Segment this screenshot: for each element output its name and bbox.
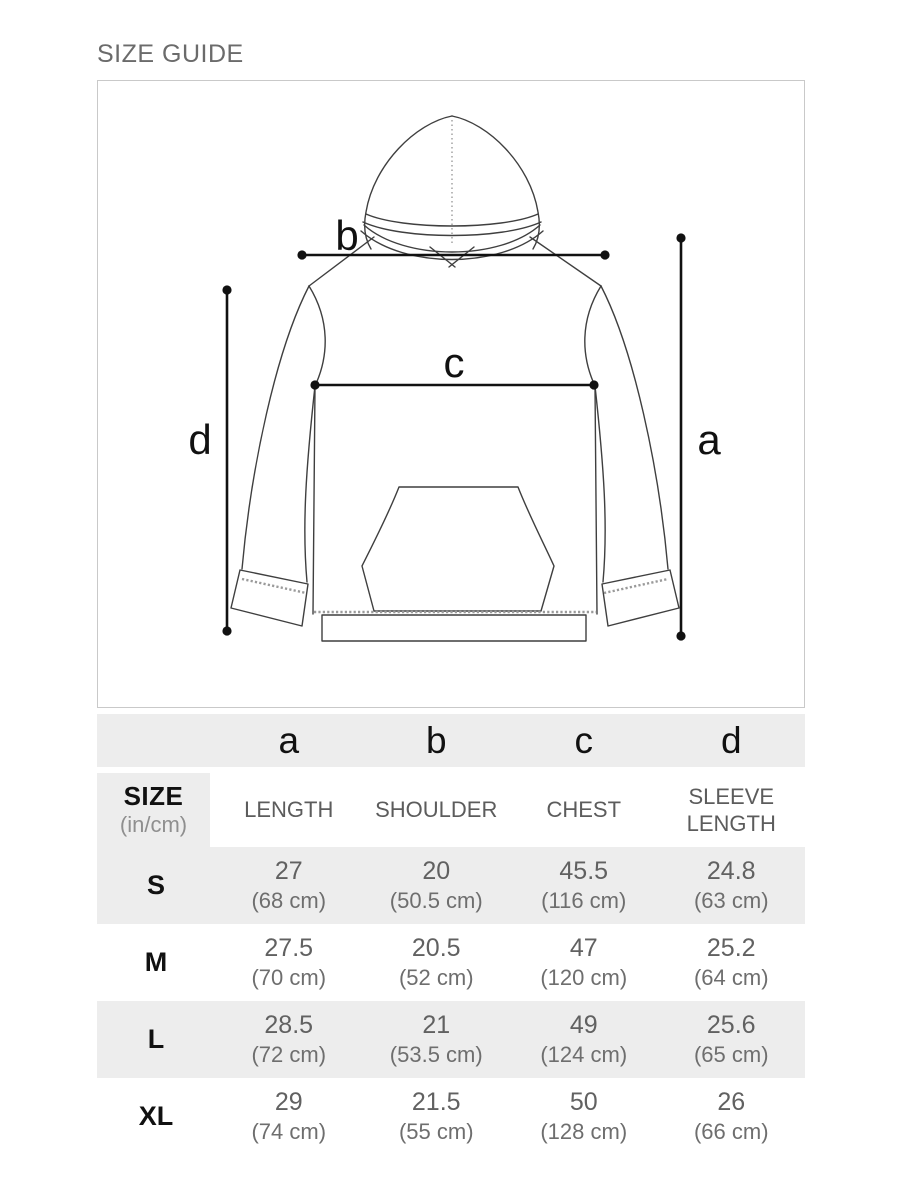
value-inches: 21.5 xyxy=(411,1088,461,1117)
value-cm: (63 cm) xyxy=(693,888,769,914)
value-cm: (64 cm) xyxy=(693,965,769,991)
value-s-chest xyxy=(510,847,658,924)
value-cm: (50.5 cm) xyxy=(389,888,483,914)
value-inches: 20.5 xyxy=(411,934,461,963)
sleeve-left xyxy=(231,286,315,626)
table-row-l xyxy=(97,1001,805,1078)
measurement-label-b: b xyxy=(335,212,359,259)
measurement-line-a xyxy=(676,233,721,640)
measurement-line-d xyxy=(188,285,231,635)
value-cm: (128 cm) xyxy=(540,1119,628,1145)
value-inches: 29 xyxy=(274,1088,303,1117)
value-xl-chest xyxy=(510,1078,658,1155)
value-xl-length xyxy=(215,1078,363,1155)
value-inches: 25.2 xyxy=(706,934,756,963)
value-inches: 49 xyxy=(569,1011,598,1040)
measurement-label-a: a xyxy=(697,416,721,463)
table-row-xl xyxy=(97,1078,805,1155)
size-header-unit: (in/cm) xyxy=(119,812,188,838)
sleeve-right xyxy=(595,286,679,626)
hem xyxy=(314,612,596,641)
value-inches: 47 xyxy=(569,934,598,963)
size-header-cell xyxy=(97,773,215,847)
value-inches: 24.8 xyxy=(706,857,756,886)
column-header-length: LENGTH xyxy=(244,797,334,823)
measurement-label-c: c xyxy=(443,339,465,386)
value-cm: (65 cm) xyxy=(693,1042,769,1068)
measurement-line-c xyxy=(310,339,598,390)
value-m-length xyxy=(215,924,363,1001)
table-row-m xyxy=(97,924,805,1001)
letters-header-row xyxy=(97,714,805,767)
value-cm: (124 cm) xyxy=(540,1042,628,1068)
value-cm: (72 cm) xyxy=(251,1042,327,1068)
value-inches: 50 xyxy=(569,1088,598,1117)
size-guide-page xyxy=(97,0,805,1155)
value-m-shoulder xyxy=(363,924,511,1001)
value-inches: 25.6 xyxy=(706,1011,756,1040)
size-label: XL xyxy=(138,1101,174,1131)
page-title: SIZE GUIDE xyxy=(97,40,244,68)
value-l-chest xyxy=(510,1001,658,1078)
value-inches: 20 xyxy=(422,857,451,886)
value-cm: (116 cm) xyxy=(541,888,627,914)
size-label: L xyxy=(147,1024,165,1054)
size-label: M xyxy=(144,947,168,977)
body-outline xyxy=(309,286,601,614)
value-inches: 45.5 xyxy=(559,857,609,886)
letter-header-b: b xyxy=(425,720,447,761)
value-xl-sleeve xyxy=(658,1078,806,1155)
column-header-shoulder: SHOULDER xyxy=(375,797,498,823)
value-cm: (53.5 cm) xyxy=(389,1042,483,1068)
letter-header-a: a xyxy=(278,720,300,761)
value-cm: (52 cm) xyxy=(398,965,474,991)
value-inches: 27 xyxy=(274,857,303,886)
value-s-length xyxy=(215,847,363,924)
hoodie-drawing xyxy=(98,81,804,707)
value-l-length xyxy=(215,1001,363,1078)
size-diagram xyxy=(97,80,805,708)
size-header-title: SIZE xyxy=(123,781,184,812)
column-header-sleeve-length: SLEEVE LENGTH xyxy=(686,783,776,836)
size-table xyxy=(97,714,805,1155)
table-row-s xyxy=(97,847,805,924)
value-s-shoulder xyxy=(363,847,511,924)
value-l-sleeve xyxy=(658,1001,806,1078)
value-inches: 26 xyxy=(717,1088,746,1117)
value-inches: 27.5 xyxy=(264,934,314,963)
value-cm: (120 cm) xyxy=(540,965,628,991)
value-cm: (66 cm) xyxy=(693,1119,769,1145)
value-cm: (55 cm) xyxy=(398,1119,474,1145)
value-inches: 21 xyxy=(422,1011,451,1040)
pocket-outline xyxy=(362,487,554,611)
hood-outline xyxy=(361,116,543,267)
column-header-chest: CHEST xyxy=(546,797,622,823)
letter-header-c: c xyxy=(574,720,593,761)
value-cm: (74 cm) xyxy=(251,1119,327,1145)
value-inches: 28.5 xyxy=(264,1011,314,1040)
size-label: S xyxy=(146,870,165,900)
value-cm: (68 cm) xyxy=(251,888,327,914)
value-l-shoulder xyxy=(363,1001,511,1078)
value-xl-shoulder xyxy=(363,1078,511,1155)
value-cm: (70 cm) xyxy=(251,965,327,991)
measurement-label-d: d xyxy=(188,416,212,463)
column-header-row xyxy=(97,773,805,847)
value-s-sleeve xyxy=(658,847,806,924)
value-m-sleeve xyxy=(658,924,806,1001)
letter-header-d: d xyxy=(720,720,742,761)
value-m-chest xyxy=(510,924,658,1001)
